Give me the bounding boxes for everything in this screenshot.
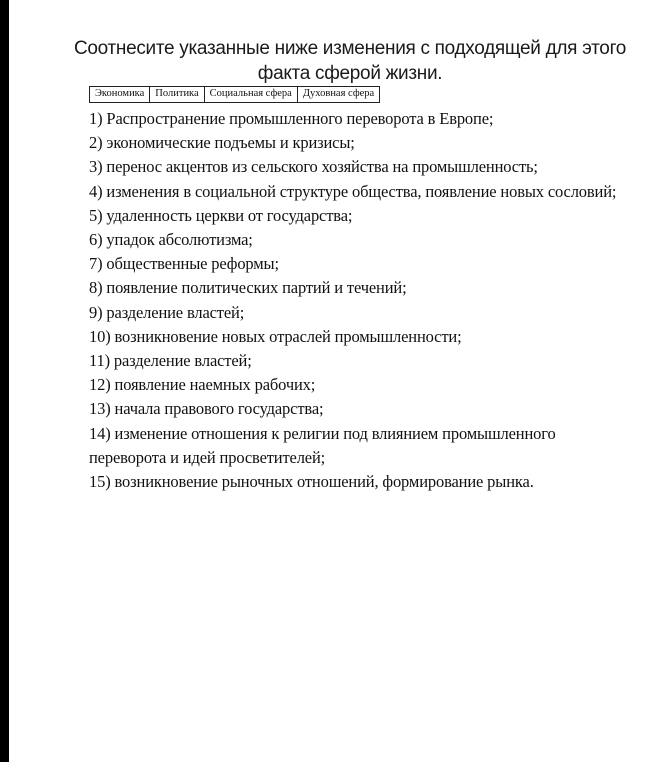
list-item: 3) перенос акцентов из сельского хозяйства на промышленность;: [89, 157, 538, 177]
list-item: 13) начала правового государства;: [89, 399, 324, 419]
list-item: 2) экономические подъемы и кризисы;: [89, 133, 355, 153]
category-row: [90, 87, 380, 103]
list-item: 1) Распространение промышленного переворота в Европе;: [89, 109, 494, 128]
category-table: [89, 86, 380, 103]
list-item: 7) общественные реформы;: [89, 254, 279, 274]
list-item: 4) изменения в социальной структуре общества, появление новых сословий;: [89, 181, 617, 201]
list-item: 8) появление политических партий и течений;: [89, 278, 407, 298]
list-item: 14) изменение отношения к религии под влиянием промышленного переворота и идей просветителей;: [89, 423, 556, 467]
list-item: 5) удаленность церкви от государства;: [89, 205, 353, 225]
left-edge-bar: [0, 0, 9, 762]
list-item: 6) упадок абсолютизма;: [89, 230, 253, 250]
change-list: [89, 107, 634, 494]
list-item: 15) возникновение рыночных отношений, формирование рынка.: [89, 472, 534, 492]
task-title: Соотнесите указанные ниже изменения с подходящей для этого факта сферой жизни.: [73, 38, 627, 84]
category-politics: Политика: [150, 87, 204, 103]
category-spiritual: Духовная сфера: [297, 87, 379, 103]
category-economy: Экономика: [90, 87, 150, 103]
list-item: 12) появление наемных рабочих;: [89, 375, 316, 395]
list-item: 9) разделение властей;: [89, 302, 245, 322]
list-item: 11) разделение властей;: [89, 351, 252, 371]
list-item: 10) возникновение новых отраслей промышленности;: [89, 326, 462, 346]
category-social: Социальная сфера: [204, 87, 297, 103]
